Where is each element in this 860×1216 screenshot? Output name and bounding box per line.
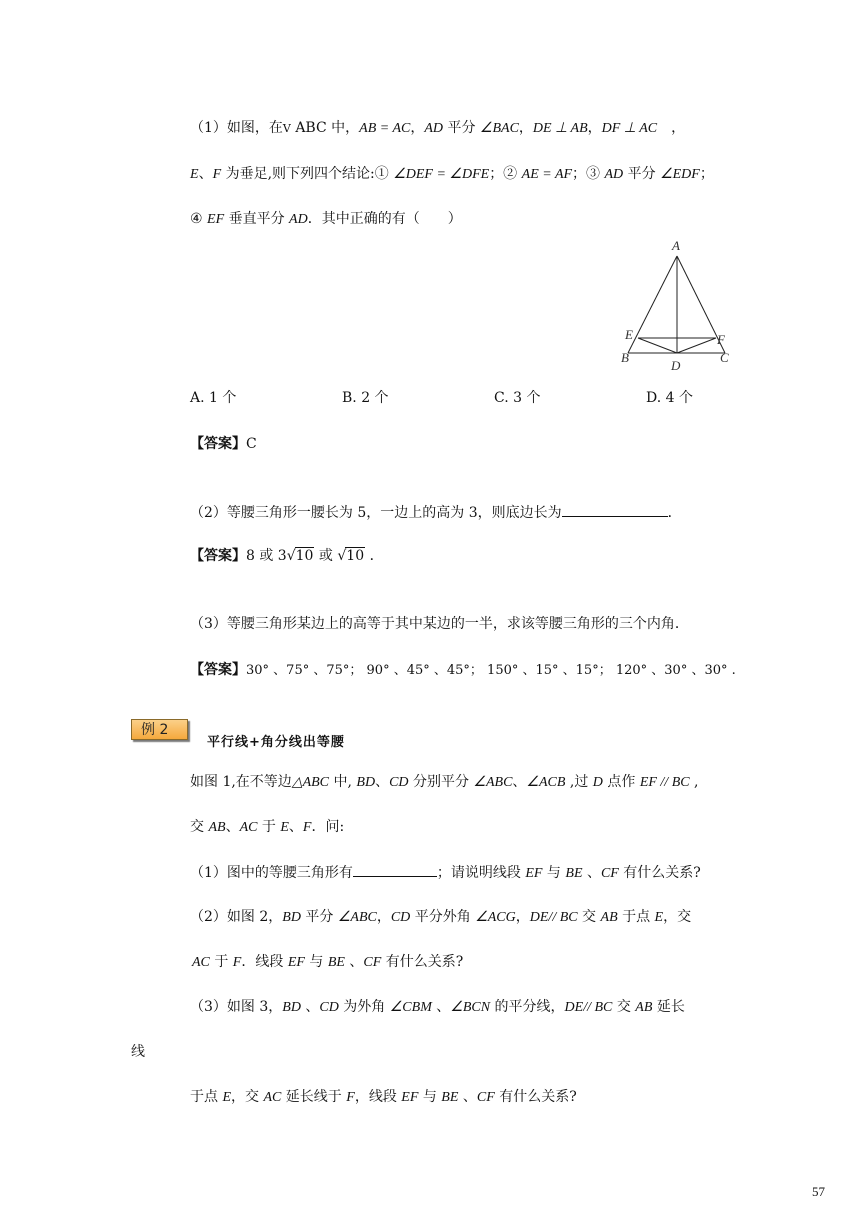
math: CF <box>363 955 382 970</box>
math: ∠ABC <box>473 775 513 790</box>
math: EF <box>207 212 225 227</box>
ex2-sub2 <box>190 907 691 928</box>
text: 与 <box>304 954 328 970</box>
text: 、 <box>198 166 213 182</box>
math: AC <box>239 820 258 835</box>
answer-blank <box>353 862 437 877</box>
q1-answer <box>190 434 257 454</box>
text: 的平分线， <box>490 999 565 1015</box>
text: ．其中正确的有（ ） <box>307 211 462 227</box>
answer-label: 【答案】 <box>190 436 246 452</box>
math: E <box>190 167 199 182</box>
math: BE <box>327 955 345 970</box>
radicand: 10 <box>295 548 314 564</box>
math: AE = AF <box>521 167 573 182</box>
text: ,过 <box>565 774 593 790</box>
math: DE// BC <box>529 910 578 925</box>
math: ∠ACB <box>526 775 566 790</box>
text: ， <box>518 120 533 136</box>
answer-label: 【答案】 <box>190 548 246 564</box>
ex2-sub3 <box>190 997 685 1018</box>
math: ∠EDF <box>660 167 700 182</box>
math: AB = AC <box>359 121 411 136</box>
text: 交 <box>612 999 636 1015</box>
text: 于点 <box>617 909 655 925</box>
text: ；② <box>489 166 522 182</box>
q1-line1 <box>190 118 685 139</box>
label-f: F <box>717 332 725 347</box>
option-d: D. 4 个 <box>646 390 693 406</box>
text: （2）等腰三角形一腰长为 5，一边上的高为 3，则底边长为 <box>190 505 562 521</box>
math: CF <box>600 866 619 881</box>
text: 、 <box>431 999 451 1015</box>
text: ， <box>515 909 530 925</box>
text: ．问: <box>311 819 345 835</box>
math: BD <box>356 775 376 790</box>
label-a: A <box>672 238 680 253</box>
math: DE ⊥ AB <box>532 121 588 136</box>
ex2-sub2-cont <box>192 952 463 973</box>
math: D <box>592 775 603 790</box>
math: EF <box>287 955 305 970</box>
radicand: 10 <box>346 548 365 564</box>
math: CD <box>390 910 411 925</box>
q2-question <box>190 502 682 523</box>
sqrt-symbol: √ <box>286 548 296 564</box>
math: DF ⊥ AC <box>601 121 658 136</box>
text: 、 <box>512 774 527 790</box>
text: 交 <box>577 909 601 925</box>
text: 8 或 3 <box>246 548 287 564</box>
label-c: C <box>720 350 729 365</box>
text: , <box>689 774 699 790</box>
math: CD <box>389 775 409 790</box>
text: ． <box>365 548 384 564</box>
text: ；请说明线段 <box>436 865 526 881</box>
math: DE// BC <box>564 1000 613 1015</box>
math: F <box>232 955 242 970</box>
math: EF <box>525 866 543 881</box>
option-c: C. 3 个 <box>494 390 541 406</box>
answer-blank <box>562 502 668 517</box>
math: F <box>346 1090 355 1105</box>
math: BE <box>441 1090 459 1105</box>
text: 如图 1,在不等边 <box>190 774 292 790</box>
math: F <box>212 167 222 182</box>
q3-answer <box>190 660 736 681</box>
text: 平分外角 <box>410 909 476 925</box>
text: ．线段 <box>241 954 288 970</box>
text: 或 <box>314 548 338 564</box>
math: AC <box>192 955 210 970</box>
math: ∠DEF = ∠DFE <box>393 167 490 182</box>
text: ， <box>410 120 425 136</box>
math: AD <box>604 167 624 182</box>
math: ∠BAC <box>479 121 519 136</box>
math: BE <box>565 866 583 881</box>
math: AB <box>600 910 618 925</box>
text: ，交 <box>231 1089 264 1105</box>
text: V <box>282 122 291 135</box>
text: 平分 <box>623 166 661 182</box>
label-b: B <box>621 350 629 365</box>
text: ④ <box>190 211 208 227</box>
math: E <box>280 820 289 835</box>
option-b: B. 2 个 <box>342 390 389 406</box>
text: 于 <box>257 819 281 835</box>
text: 、 <box>458 1089 477 1105</box>
text: 与 <box>542 865 566 881</box>
answer-value: 30° 、75° 、75°； 90° 、45° 、45°； 150° 、15° 、15°； 120° 、30° 、30° . <box>246 663 736 678</box>
text: 分别平分 <box>408 774 474 790</box>
text: ， <box>671 120 686 136</box>
example-badge: 例 2 <box>131 719 188 740</box>
q3-question: （3）等腰三角形某边上的高等于其中某边的一半，求该等腰三角形的三个内角． <box>190 616 689 632</box>
math: AB <box>208 820 226 835</box>
text: ， <box>587 120 602 136</box>
text: 点作 <box>602 774 640 790</box>
math: EF // BC <box>639 775 690 790</box>
q1-line2 <box>190 164 714 185</box>
label-e: E <box>625 327 633 342</box>
text: ；③ <box>572 166 605 182</box>
math: F <box>302 820 312 835</box>
math: CD <box>319 1000 339 1015</box>
math: BD <box>282 1000 301 1015</box>
text: 、 <box>582 865 601 881</box>
math: △ABC <box>291 775 330 790</box>
text: ABC 中， <box>290 120 360 136</box>
math: AB <box>635 1000 653 1015</box>
ex2-sub1 <box>190 862 701 884</box>
text: 中, <box>329 774 357 790</box>
q2-answer <box>190 546 384 566</box>
text: 为外角 <box>338 999 390 1015</box>
math: AD <box>424 121 444 136</box>
text: 有什么关系? <box>618 865 701 881</box>
option-a: A. 1 个 <box>190 390 237 406</box>
segment-de <box>638 338 677 353</box>
text: ． <box>667 505 682 521</box>
math: AC <box>263 1090 282 1105</box>
label-d: D <box>671 358 681 373</box>
text: ，交 <box>663 909 692 925</box>
text: （1）图中的等腰三角形有 <box>190 865 353 881</box>
text: 有什么关系? <box>381 954 464 970</box>
segment-df <box>677 338 716 353</box>
text: 平分 <box>300 909 338 925</box>
answer-value: C <box>246 436 257 452</box>
text: 、 <box>344 954 364 970</box>
text: 平分 <box>443 120 480 136</box>
text: （1）如图，在 <box>190 120 283 136</box>
ex2-paragraph-line1 <box>190 772 699 793</box>
q1-line3 <box>190 209 462 230</box>
math: ∠CBM <box>389 1000 432 1015</box>
answer-label: 【答案】 <box>190 662 246 678</box>
page-number: 57 <box>812 1184 825 1199</box>
text: 与 <box>418 1089 442 1105</box>
text: 、 <box>288 819 303 835</box>
text: ； <box>699 166 714 182</box>
math: ∠BCN <box>450 1000 491 1015</box>
math: ∠ACG <box>475 910 516 925</box>
example-title: 平行线+角分线出等腰 <box>207 735 345 750</box>
text: ， <box>376 909 391 925</box>
text: 、 <box>300 999 320 1015</box>
text: （2）如图 2， <box>190 909 283 925</box>
text: ，线段 <box>354 1089 402 1105</box>
text: 延长 <box>652 999 685 1015</box>
ex2-sub3-cont <box>190 1087 577 1108</box>
text: 有什么关系? <box>494 1089 577 1105</box>
ex2-paragraph-line2 <box>190 817 344 838</box>
text: 于 <box>209 954 233 970</box>
text: 交 <box>190 819 209 835</box>
math: CF <box>476 1090 495 1105</box>
math: EF <box>401 1090 419 1105</box>
text: 延长线于 <box>281 1089 347 1105</box>
text: 、 <box>225 819 240 835</box>
text: 垂直平分 <box>224 211 290 227</box>
math: ∠ABC <box>337 910 377 925</box>
math: E <box>654 910 664 925</box>
ex2-sub3-wrap: 线 <box>131 1044 145 1060</box>
triangle-figure <box>612 238 737 373</box>
text: 为垂足,则下列四个结论:① <box>221 166 394 182</box>
math: E <box>222 1090 232 1105</box>
math: AD <box>289 212 308 227</box>
text: 、 <box>375 774 390 790</box>
sqrt-symbol: √ <box>337 548 347 564</box>
math: BD <box>282 910 301 925</box>
text: （3）如图 3， <box>190 999 283 1015</box>
text: 于点 <box>190 1089 223 1105</box>
